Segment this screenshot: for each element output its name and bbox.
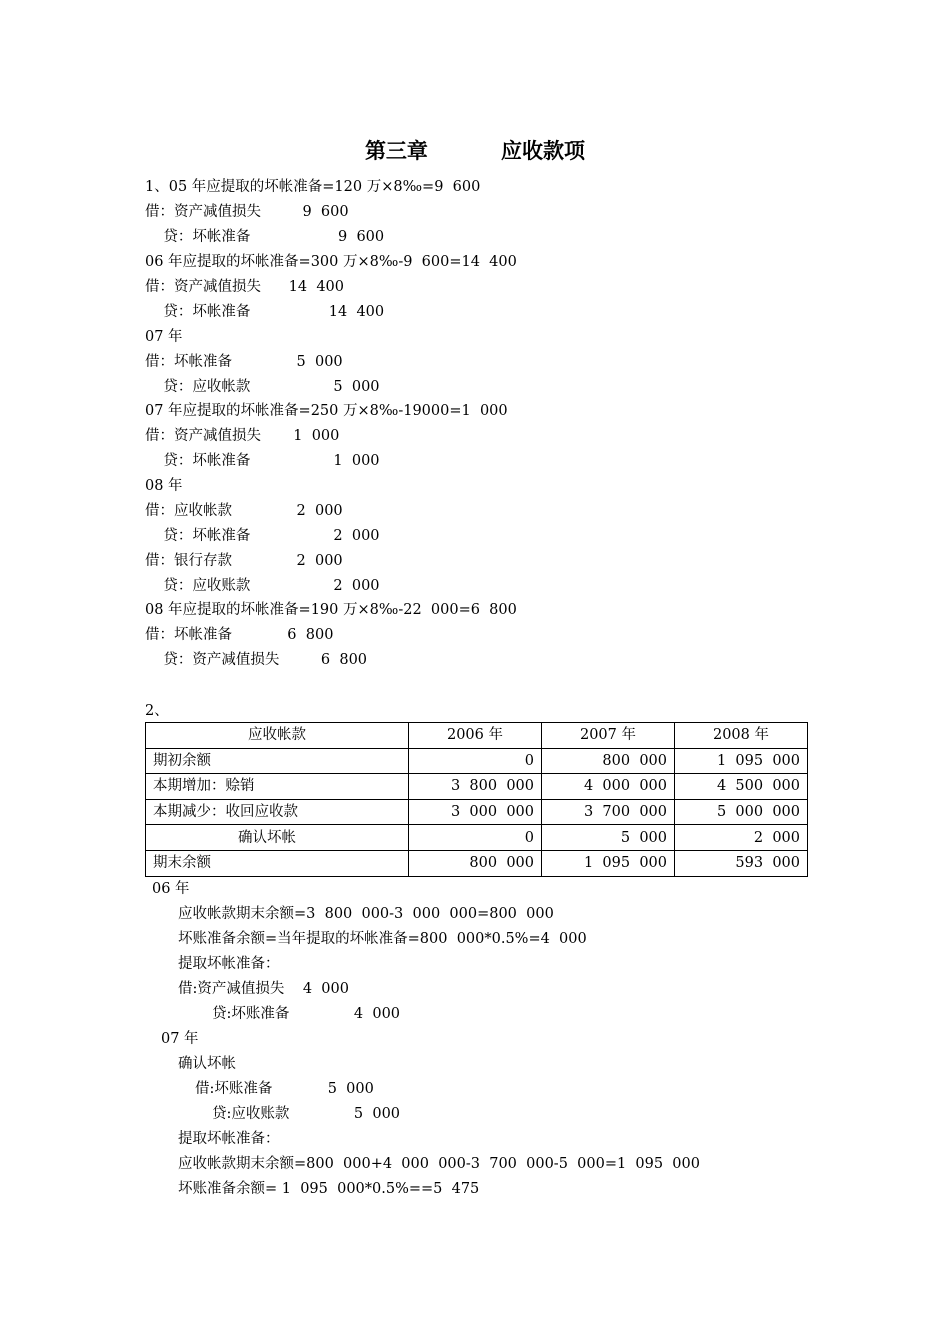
text-line: 借:坏账准备 5 000 [195, 1081, 374, 1097]
text-line: 贷：坏帐准备 9 600 [145, 229, 385, 245]
table-cell: 5 000 000 [675, 799, 808, 825]
row-label: 期初余额 [146, 748, 409, 774]
table-cell: 4 500 000 [675, 774, 808, 800]
table-cell: 800 000 [542, 748, 675, 774]
row-label: 期末余额 [146, 850, 409, 876]
text-line: 贷：坏帐准备 2 000 [145, 528, 380, 544]
table-cell: 1 095 000 [675, 748, 808, 774]
table-cell: 800 000 [409, 850, 542, 876]
column-header: 2008 年 [675, 723, 808, 749]
table-cell: 4 000 000 [542, 774, 675, 800]
text-line: 贷：应收帐款 5 000 [145, 379, 380, 395]
text-line: 07 年 [161, 1031, 199, 1047]
text-line: 应收帐款期末余额=3 800 000-3 000 000=800 000 [178, 906, 554, 922]
text-line: 贷：坏帐准备 14 400 [145, 304, 385, 320]
text-line: 应收帐款期末余额=800 000+4 000 000-3 700 000-5 000=1 095 000 [178, 1156, 700, 1172]
row-label: 本期增加：赊销 [146, 774, 409, 800]
text-line: 08 年应提取的坏帐准备=190 万×8‰-22 000=6 800 [145, 602, 517, 618]
row-label: 确认坏帐 [146, 825, 409, 851]
table-row [146, 748, 808, 774]
text-line: 提取坏帐准备： [178, 1131, 280, 1147]
table-cell: 3 700 000 [542, 799, 675, 825]
table-cell: 0 [409, 748, 542, 774]
text-line: 贷：坏帐准备 1 000 [145, 453, 380, 469]
text-line: 借：应收帐款 2 000 [145, 503, 343, 519]
table-cell: 1 095 000 [542, 850, 675, 876]
table-cell: 5 000 [542, 825, 675, 851]
chapter-title: 第三章 应收款项 [364, 138, 586, 163]
table-cell: 3 000 000 [409, 799, 542, 825]
table-cell: 3 800 000 [409, 774, 542, 800]
text-line: 贷：资产减值损失 6 800 [145, 652, 368, 668]
text-line: 坏账准备余额=当年提取的坏帐准备=800 000*0.5%=4 000 [178, 931, 587, 947]
text-line: 借：资产减值损失 9 600 [145, 204, 349, 220]
text-line: 06 年 [152, 881, 190, 897]
section-label: 2、 [145, 703, 169, 719]
table-header-row [146, 723, 808, 749]
column-header: 2007 年 [542, 723, 675, 749]
table-row [146, 799, 808, 825]
text-line: 贷:应收账款 5 000 [212, 1106, 401, 1122]
text-line: 借：资产减值损失 14 400 [145, 279, 344, 295]
text-line: 06 年应提取的坏帐准备=300 万×8‰-9 600=14 400 [145, 254, 517, 270]
text-line: 借：坏帐准备 6 800 [145, 627, 334, 643]
column-header: 应收帐款 [146, 723, 409, 749]
table-row [146, 825, 808, 851]
table-cell: 593 000 [675, 850, 808, 876]
text-line: 07 年应提取的坏帐准备=250 万×8‰-19000=1 000 [145, 403, 508, 419]
text-line: 借:资产减值损失 4 000 [178, 981, 349, 997]
table-row [146, 774, 808, 800]
text-line: 提取坏帐准备： [178, 956, 280, 972]
table-cell: 2 000 [675, 825, 808, 851]
table-row [146, 850, 808, 876]
row-label: 本期减少：收回应收款 [146, 799, 409, 825]
text-line: 确认坏帐 [178, 1056, 236, 1072]
receivables-table [145, 722, 808, 877]
text-line: 借：坏帐准备 5 000 [145, 354, 343, 370]
text-line: 借：银行存款 2 000 [145, 553, 343, 569]
text-line: 07 年 [145, 329, 183, 345]
text-line: 贷:坏账准备 4 000 [212, 1006, 401, 1022]
text-line: 贷：应收账款 2 000 [145, 578, 380, 594]
column-header: 2006 年 [409, 723, 542, 749]
table-cell: 0 [409, 825, 542, 851]
text-line: 坏账准备余额= 1 095 000*0.5%==5 475 [178, 1181, 480, 1197]
text-line: 08 年 [145, 478, 183, 494]
text-line: 借：资产减值损失 1 000 [145, 428, 340, 444]
text-line: 1、05 年应提取的坏帐准备=120 万×8‰=9 600 [145, 179, 481, 195]
